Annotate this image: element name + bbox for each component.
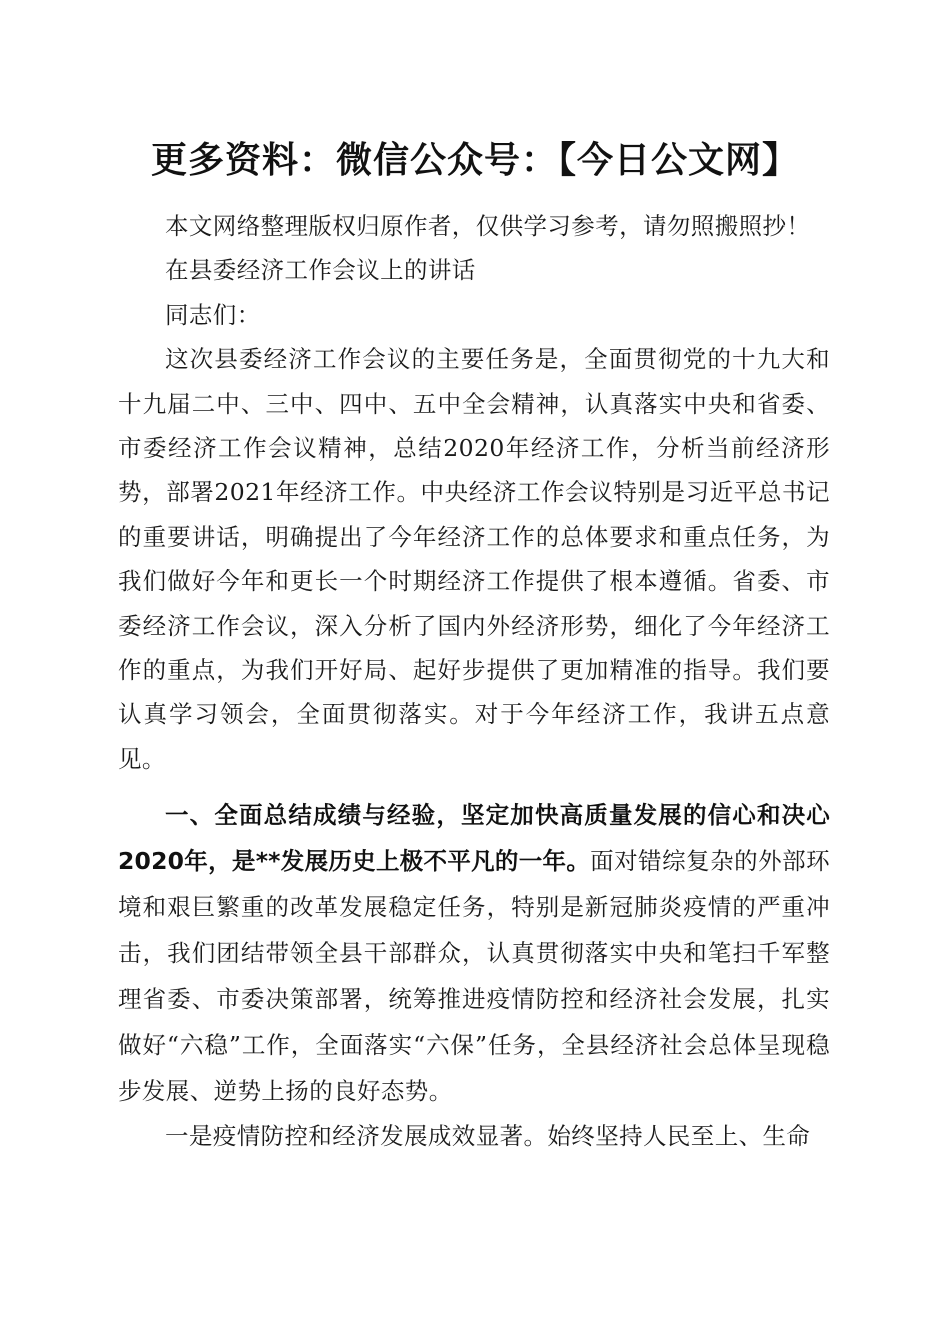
- speech-title: 在县委经济工作会议上的讲话: [165, 256, 476, 285]
- section-1-point-1: 一是疫情防控和经济发展成效显著。始终坚持人民至上、生命: [165, 1122, 811, 1151]
- copyright-notice: 本文网络整理版权归原作者，仅供学习参考，请勿照搬照抄！: [165, 212, 811, 240]
- section-1-heading: 一、全面总结成绩与经验，坚定加快高质量发展的信心和决心2020年，是**发展历史上极不平凡的一年。: [118, 801, 830, 876]
- document-body: [118, 204, 830, 1160]
- section-1-paragraph: [118, 792, 830, 1114]
- header-title: 更多资料：微信公众号：【今日公文网】: [150, 139, 799, 181]
- salutation: 同志们：: [165, 300, 261, 329]
- section-1-text: 面对错综复杂的外部环境和艰巨繁重的改革发展稳定任务，特别是新冠肺炎疫情的严重冲击，我们团结带领全县干部群众，认真贯彻落实中央和笔扫千军整理省委、市委决策部署，统筹推进疫情防控和经济社会发展，扎实做好“六稳”工作，全面落实“六保”任务，全县经济社会总体呈现稳步发展、逆势上扬的良好态势。: [118, 847, 830, 1106]
- intro-paragraph: 这次县委经济工作会议的主要任务是，全面贯彻党的十九大和十九届二中、三中、四中、五中全会精神，认真落实中央和省委、市委经济工作会议精神，总结2020年经济工作，分析当前经济形势，部署2021年经济工作。中央经济工作会议特别是习近平总书记的重要讲话，明确提出了今年经济工作的总体要求和重点任务，为我们做好今年和更长一个时期经济工作提供了根本遵循。省委、市委经济工作会议，深入分析了国内外经济形势，细化了今年经济工作的重点，为我们开好局、起好步提供了更加精准的指导。我们要认真学习领会，全面贯彻落实。对于今年经济工作，我讲五点意见。: [118, 345, 830, 773]
